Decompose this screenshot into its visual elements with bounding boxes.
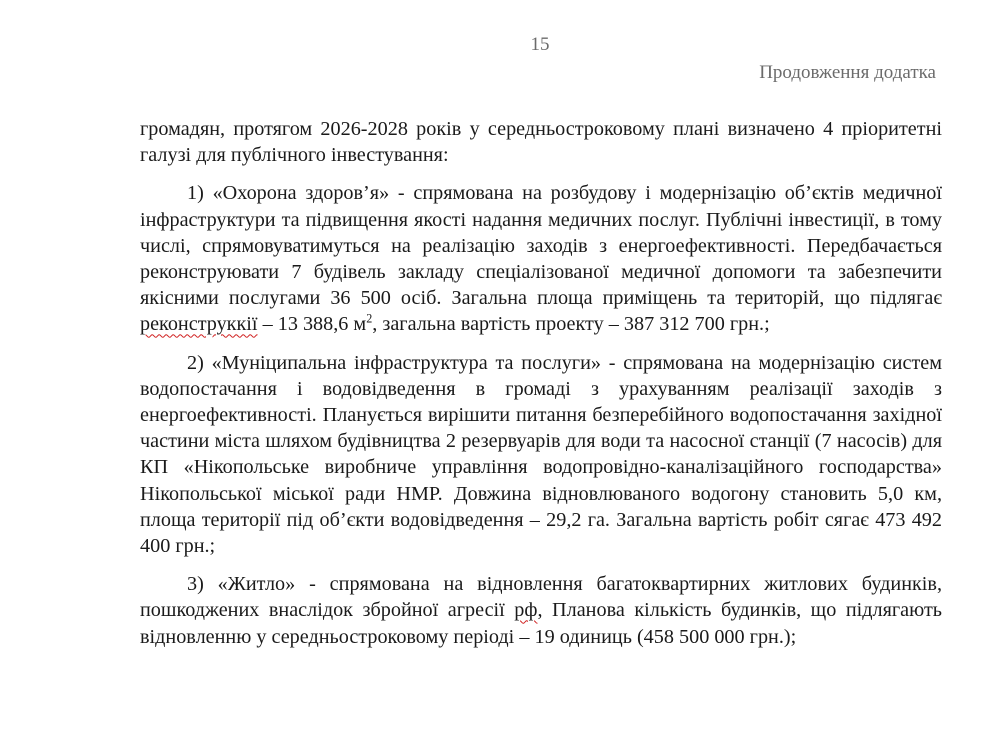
document-body [140,116,942,662]
paragraph-healthcare [140,180,942,337]
continuation-label: Продовження додатка [759,62,936,83]
healthcare-text-start: 1) «Охорона здоров’я» - спрямована на розбудову і модернізацію об’єктів медичної інфраструктури та підвищення якості надання медичних послуг. Публічні інвестиції, в тому числі, спрямовуватимуться на реалізацію заходів з енергоефективності. Передбачається реконструювати 7 будівель закладу спеціалізованої медичної допомоги та забезпечити якісними послугами 36 500 осіб. Загальна площа приміщень та територій, що підлягає [140,182,942,310]
area-unit-superscript: 2 [366,311,373,326]
paragraph-housing [140,571,942,650]
healthcare-text-end: , загальна вартість проекту – 387 312 700 грн.; [372,313,770,336]
housing-text-end: , Планова кількість будинків, що підлягають відновленню у середньостроковому періоді – 19 одиниць (458 500 000 грн.); [140,599,942,648]
paragraph-intro: громадян, протягом 2026-2028 років у середньостроковому плані визначено 4 пріоритетні галузі для публічного інвестування: [140,118,942,167]
misspelled-word: рф [514,599,538,622]
healthcare-text-area: – 13 388,6 м [257,313,367,336]
page-number: 15 [530,34,550,55]
housing-text-start: 3) «Житло» - спрямована на відновлення багатоквартирних житлових будинків, пошкоджених внаслідок збройної агресії [140,573,942,622]
misspelled-word: реконструккії [140,313,258,336]
paragraph-infrastructure: 2) «Муніципальна інфраструктура та послуги» - спрямована на модернізацію систем водопостачання і водовідведення в громаді з урахуванням реалізації заходів з енергоефективності. Планується вирішити питання безперебійного водопостачання західної частини міста шляхом будівництва 2 резервуарів для води та насосної станції (7 насосів) для КП «Нікопольське виробниче управління водопровідно-каналізаційного господарства» Нікопольської міської ради НМР. Довжина відновлюваного водогону становить 5,0 км, площа території під об’єкти водовідведення – 29,2 га. Загальна вартість робіт сягає 473 492 400 грн.; [140,351,942,558]
